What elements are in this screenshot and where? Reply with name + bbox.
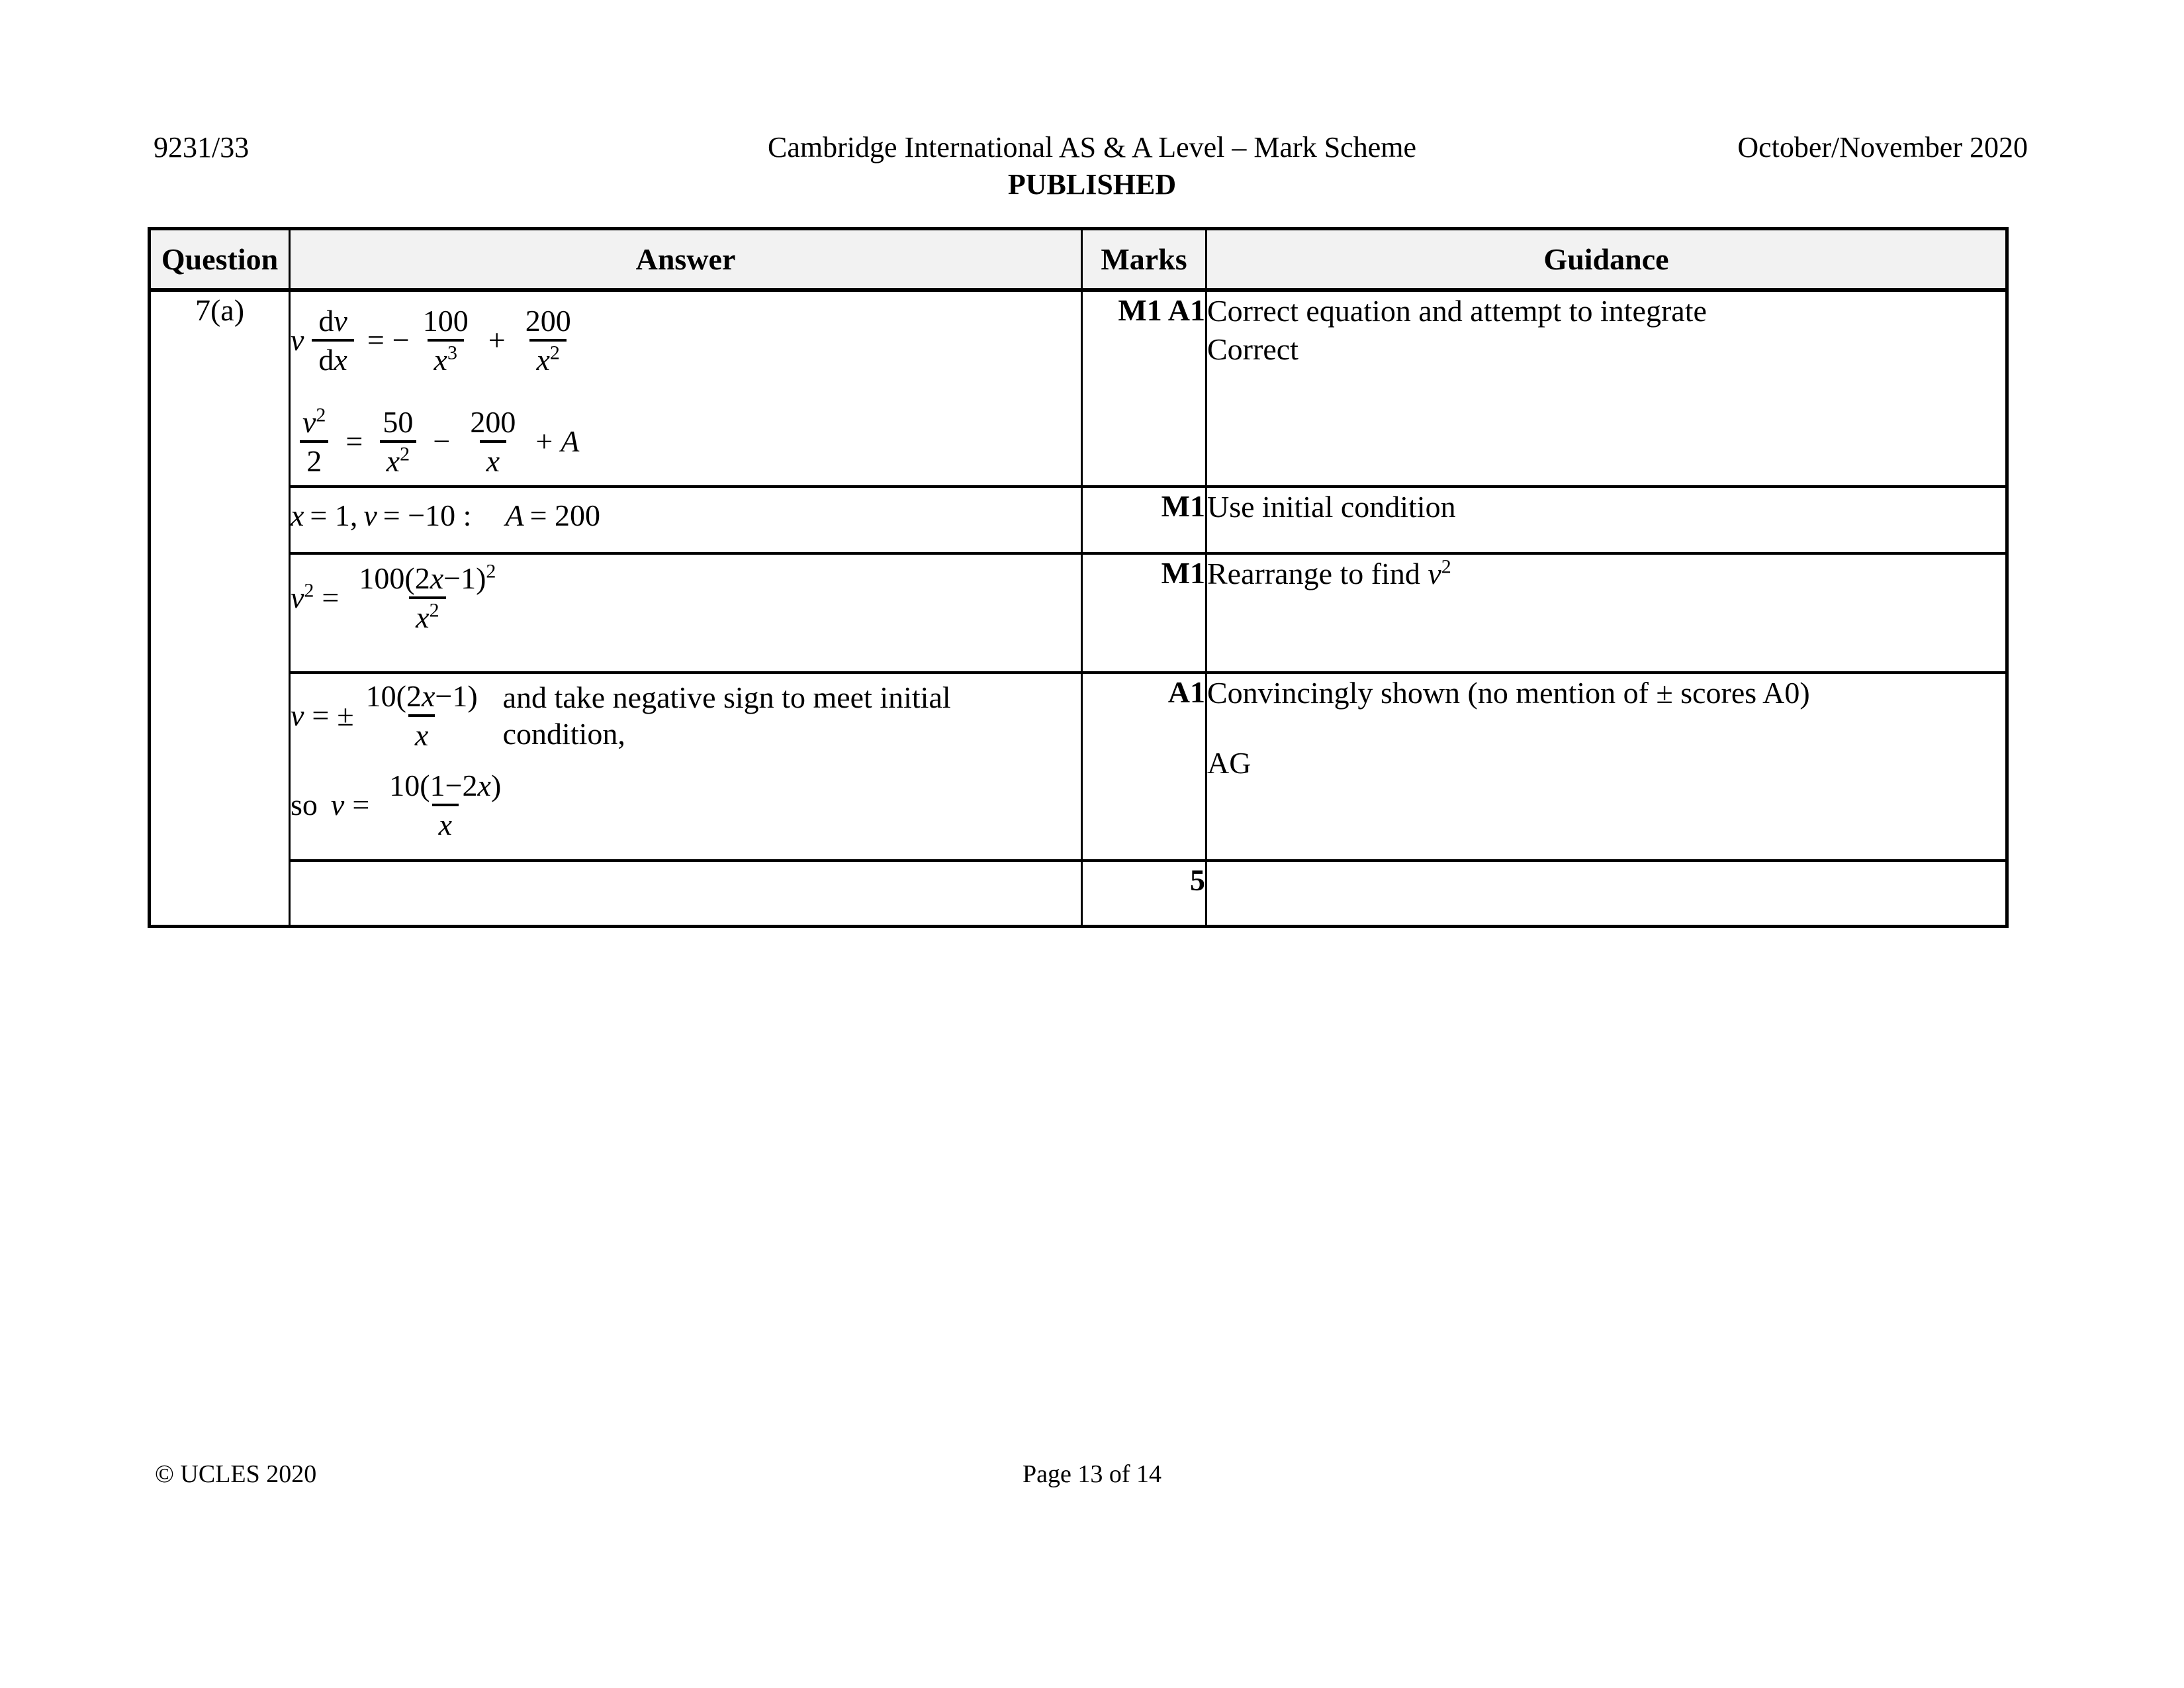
plus-sign: +: [488, 323, 506, 357]
math-token: x: [433, 343, 447, 377]
fraction: [463, 404, 522, 480]
denominator: [432, 804, 459, 843]
minus-sign: −: [392, 323, 410, 357]
guidance-ag-label: AG: [1207, 746, 1251, 780]
plus-sign: +: [535, 424, 553, 459]
minus-sign: −: [433, 424, 451, 459]
math-token: x: [334, 343, 347, 377]
guidance-text: Rearrange to find: [1207, 556, 1428, 590]
math-token: −1): [435, 679, 478, 713]
denominator: [312, 339, 353, 379]
numerator: 100: [422, 303, 469, 338]
math-group: [291, 579, 314, 616]
math-token: A: [505, 498, 524, 532]
guidance-line: Correct: [1207, 332, 1298, 367]
equals-sign: =: [345, 424, 363, 459]
exponent: 2: [316, 404, 326, 426]
math-token: v: [291, 698, 304, 733]
exponent: 2: [429, 599, 439, 622]
mark-scheme-table: [148, 227, 2009, 928]
exponent: 2: [549, 342, 560, 364]
exponent: 2: [400, 443, 410, 465]
question-number-cell: 7(a): [150, 290, 290, 927]
guidance-cell-5: [1206, 861, 2007, 927]
math-token: ): [490, 768, 502, 802]
guidance-cell-3: [1206, 553, 2007, 673]
marks-cell-2: M1: [1082, 487, 1206, 553]
math-token: v: [330, 788, 345, 822]
marks-cell-1: M1 A1: [1082, 290, 1206, 487]
math-token: v: [291, 323, 304, 357]
denominator: [408, 714, 435, 754]
math-token: 10(1−2: [389, 768, 478, 802]
equals-sign: =: [352, 788, 370, 822]
answer-cell-5: [290, 861, 1082, 927]
guidance-cell-1: [1206, 290, 2007, 487]
numerator: [296, 404, 332, 441]
math-token: v: [334, 303, 347, 338]
math-token: x: [291, 498, 304, 532]
denominator: [380, 440, 416, 480]
math-token: so: [291, 788, 318, 822]
math-token: x: [477, 768, 491, 802]
math-token: x: [536, 343, 550, 377]
document-title: Cambridge International AS & A Level – Mark Scheme: [767, 131, 1416, 164]
equals-sign: =: [367, 323, 385, 357]
equation-integrated: [291, 404, 1081, 480]
denominator: 2: [300, 440, 328, 480]
column-header-question: Question: [150, 229, 290, 290]
math-token: = 200: [529, 498, 601, 532]
math-token: v: [363, 498, 377, 532]
guidance-line: Correct equation and attempt to integrate: [1207, 293, 1707, 328]
answer-cell-1: [290, 290, 1082, 487]
table-row: [150, 553, 2007, 673]
math-token: −1): [443, 561, 486, 595]
math-token: 100(2: [359, 561, 430, 595]
math-token: x: [438, 808, 452, 842]
math-token: d: [318, 343, 334, 377]
denominator: [409, 596, 445, 636]
column-header-guidance: Guidance: [1206, 229, 2007, 290]
denominator: [428, 339, 464, 379]
table-row: [150, 861, 2007, 927]
math-token: = −10 :: [383, 498, 472, 532]
exponent: 2: [486, 560, 496, 583]
denominator: [529, 339, 566, 379]
math-token: x: [414, 718, 429, 753]
equals-sign: =: [312, 698, 330, 733]
math-token: x: [486, 444, 500, 479]
published-label: PUBLISHED: [1007, 168, 1177, 201]
numerator: 50: [383, 404, 414, 439]
exponent: 2: [304, 580, 314, 602]
equation-v-plus-minus: [291, 678, 1081, 754]
numerator: [352, 560, 502, 597]
column-header-answer: Answer: [290, 229, 1082, 290]
answer-text: and take negative sign to meet initial condition,: [502, 680, 951, 751]
numerator: 200: [470, 404, 516, 439]
exponent: 2: [1441, 555, 1451, 578]
equation-initial-condition: [291, 488, 1081, 534]
marks-cell-4: A1: [1082, 673, 1206, 861]
fraction: [352, 560, 502, 636]
guidance-line: Use initial condition: [1207, 489, 1456, 524]
fraction: [376, 404, 420, 480]
numerator: 200: [525, 303, 571, 338]
equation-v-squared: [291, 560, 1081, 636]
guidance-cell-4: [1206, 673, 2007, 861]
exponent: 3: [447, 342, 457, 364]
numerator: [312, 303, 353, 340]
math-token: x: [421, 679, 435, 713]
fraction: [416, 303, 475, 379]
guidance-cell-2: [1206, 487, 2007, 553]
fraction: [296, 404, 332, 480]
answer-cell-2: [290, 487, 1082, 553]
table-row: [150, 487, 2007, 553]
session-date: October/November 2020: [1737, 131, 2028, 164]
guidance-line: Convincingly shown (no mention of ± scores A0): [1207, 675, 1810, 710]
fraction: [312, 303, 353, 379]
fraction: [359, 678, 484, 754]
numerator: [359, 678, 484, 715]
table-header-row: [150, 229, 2007, 290]
math-token: = 1,: [310, 498, 358, 532]
column-header-marks: Marks: [1082, 229, 1206, 290]
math-token: A: [561, 424, 580, 459]
math-token: v: [1428, 556, 1441, 590]
table-row: [150, 673, 2007, 861]
guidance-line: [1207, 555, 2005, 594]
equals-sign: =: [322, 581, 340, 615]
equation-v-final: [291, 767, 1081, 843]
answer-cell-4: [290, 673, 1082, 861]
table-row: [150, 290, 2007, 487]
math-token: x: [386, 444, 400, 479]
fraction: [383, 767, 508, 843]
paper-code: 9231/33: [154, 131, 250, 164]
math-token: v: [302, 404, 316, 439]
math-token: d: [318, 303, 334, 338]
math-token: 10(2: [365, 679, 422, 713]
plus-minus-sign: ±: [337, 698, 354, 733]
math-token: x: [430, 561, 444, 595]
marks-cell-total: 5: [1082, 861, 1206, 927]
answer-cell-3: [290, 553, 1082, 673]
denominator: [480, 440, 506, 480]
marks-cell-3: M1: [1082, 553, 1206, 673]
math-token: x: [416, 600, 430, 635]
page-number: Page 13 of 14: [1022, 1460, 1162, 1488]
math-token: v: [291, 581, 304, 615]
fraction: [519, 303, 578, 379]
equation-differential: [291, 303, 1081, 379]
copyright-notice: © UCLES 2020: [155, 1460, 317, 1488]
numerator: [383, 767, 508, 804]
